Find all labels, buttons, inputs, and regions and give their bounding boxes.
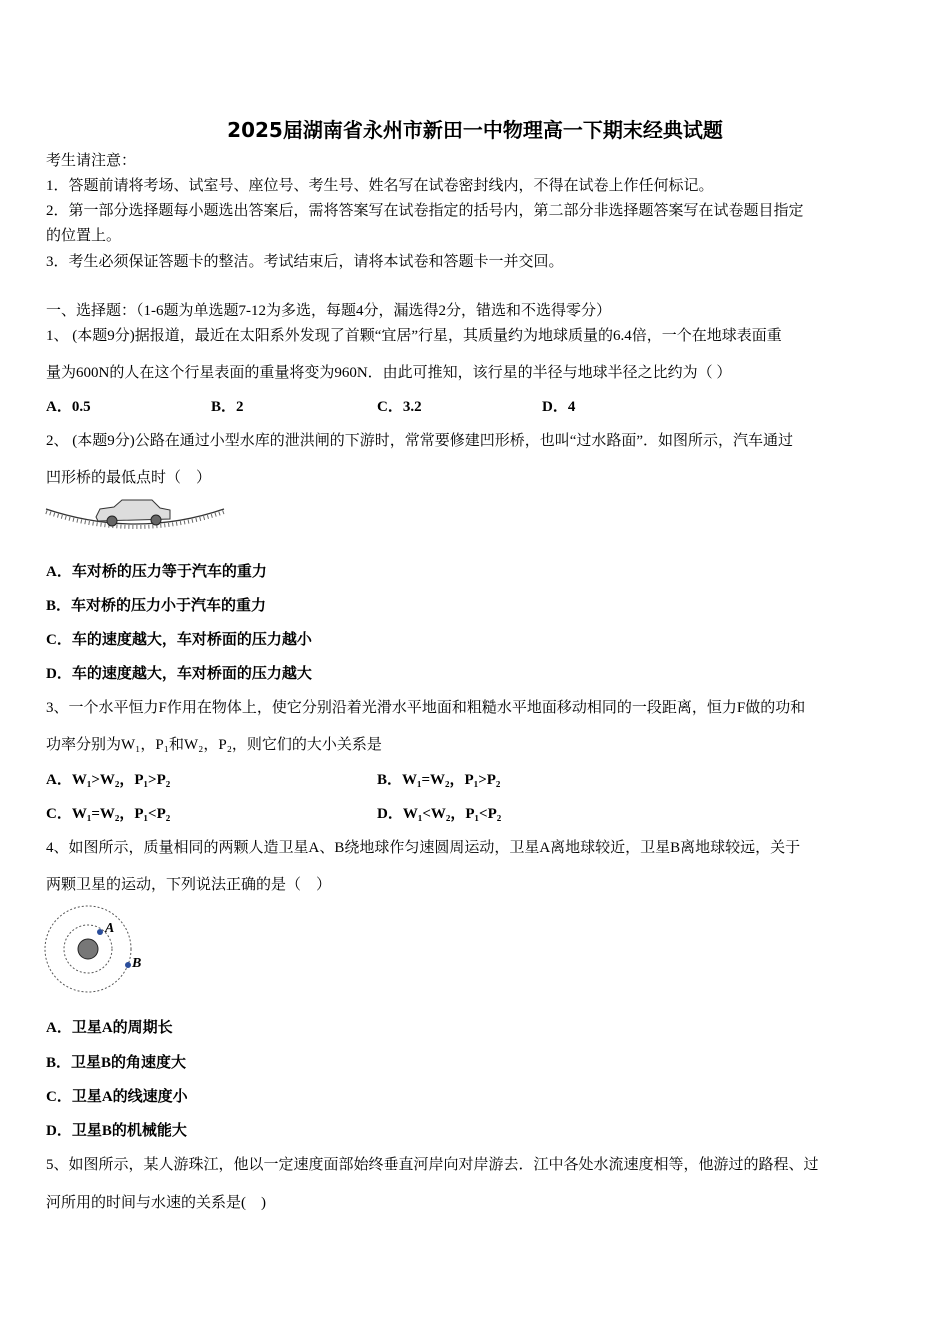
page-title: 2025届湖南省永州市新田一中物理高一下期末经典试题 bbox=[227, 118, 723, 142]
question-1-text: 量为600N的人在这个行星表面的重量将变为960N．由此可推知，该行星的半径与地球半径之比约为（ ） bbox=[46, 365, 732, 381]
q4-option-a: A．卫星A的周期长 bbox=[46, 1020, 173, 1036]
satellite-a-label: A bbox=[105, 921, 115, 936]
question-2-text: 凹形桥的最低点时（ ） bbox=[46, 470, 212, 486]
q2-option-d: D．车的速度越大，车对桥面的压力越大 bbox=[46, 666, 312, 682]
notice-item: 1．答题前请将考场、试室号、座位号、考生号、姓名写在试卷密封线内，不得在试卷上作任何标记。 bbox=[46, 178, 714, 194]
q2-option-a: A．车对桥的压力等于汽车的重力 bbox=[46, 564, 267, 580]
q2-option-c: C．车的速度越大，车对桥面的压力越小 bbox=[46, 632, 312, 648]
question-2-text: 2、 (本题9分)公路在通过小型水库的泄洪闸的下游时，常常要修建凹形桥，也叫“过水路面”．如图所示，汽车通过 bbox=[46, 433, 794, 449]
q2-option-b: B．车对桥的压力小于汽车的重力 bbox=[46, 598, 267, 614]
section-heading: 一、选择题：（1-6题为单选题7-12为多选，每题4分，漏选得2分，错选和不选得零分） bbox=[46, 303, 611, 319]
concave-bridge-car-figure bbox=[44, 495, 228, 535]
question-5-text: 河所用的时间与水速的关系是( ) bbox=[46, 1195, 266, 1211]
q4-option-d: D．卫星B的机械能大 bbox=[46, 1123, 187, 1139]
notice-item: 2．第一部分选择题每小题选出答案后，需将答案写在试卷指定的括号内，第二部分非选择题答案写在试卷题目指定 bbox=[46, 203, 804, 219]
question-5-text: 5、如图所示，某人游珠江，他以一定速度面部始终垂直河岸向对岸游去．江中各处水流速度相等，他游过的路程、过 bbox=[46, 1157, 819, 1173]
question-4-text: 两颗卫星的运动，下列说法正确的是（ ） bbox=[46, 877, 332, 893]
q3-option-d: D．W₁<W₂，P₁<P₂ bbox=[377, 806, 502, 822]
q3-option-b: B．W₁=W₂，P₁>P₂ bbox=[377, 772, 501, 788]
notice-item: 3．考生必须保证答题卡的整洁。考试结束后，请将本试卷和答题卡一并交回。 bbox=[46, 254, 564, 270]
q4-option-b: B．卫星B的角速度大 bbox=[46, 1055, 187, 1071]
satellite-orbit-figure bbox=[40, 902, 160, 998]
q3-option-c: C．W₁=W₂，P₁<P₂ bbox=[46, 806, 171, 822]
question-1-text: 1、 (本题9分)据报道，最近在太阳系外发现了首颗“宜居”行星，其质量约为地球质量的6.4倍，一个在地球表面重 bbox=[46, 328, 782, 344]
notice-heading: 考生请注意： bbox=[46, 153, 137, 169]
q1-option-d: D．4 bbox=[542, 399, 576, 415]
q1-option-a: A．0.5 bbox=[46, 399, 91, 415]
q3-option-a: A．W₁>W₂，P₁>P₂ bbox=[46, 772, 171, 788]
q4-option-c: C．卫星A的线速度小 bbox=[46, 1089, 188, 1105]
q1-option-b: B．2 bbox=[211, 399, 244, 415]
notice-item: 的位置上。 bbox=[46, 228, 122, 244]
question-3-text: 功率分别为W₁，P₁和W₂，P₂，则它们的大小关系是 bbox=[46, 737, 382, 753]
question-4-text: 4、如图所示，质量相同的两颗人造卫星A、B绕地球作匀速圆周运动，卫星A离地球较近，卫星B离地球较远，关于 bbox=[46, 840, 801, 856]
question-3-text: 3、一个水平恒力F作用在物体上，使它分别沿着光滑水平地面和粗糙水平地面移动相同的一段距离，恒力F做的功和 bbox=[46, 700, 806, 716]
satellite-b-label: B bbox=[132, 956, 142, 971]
q1-option-c: C．3.2 bbox=[377, 399, 422, 415]
